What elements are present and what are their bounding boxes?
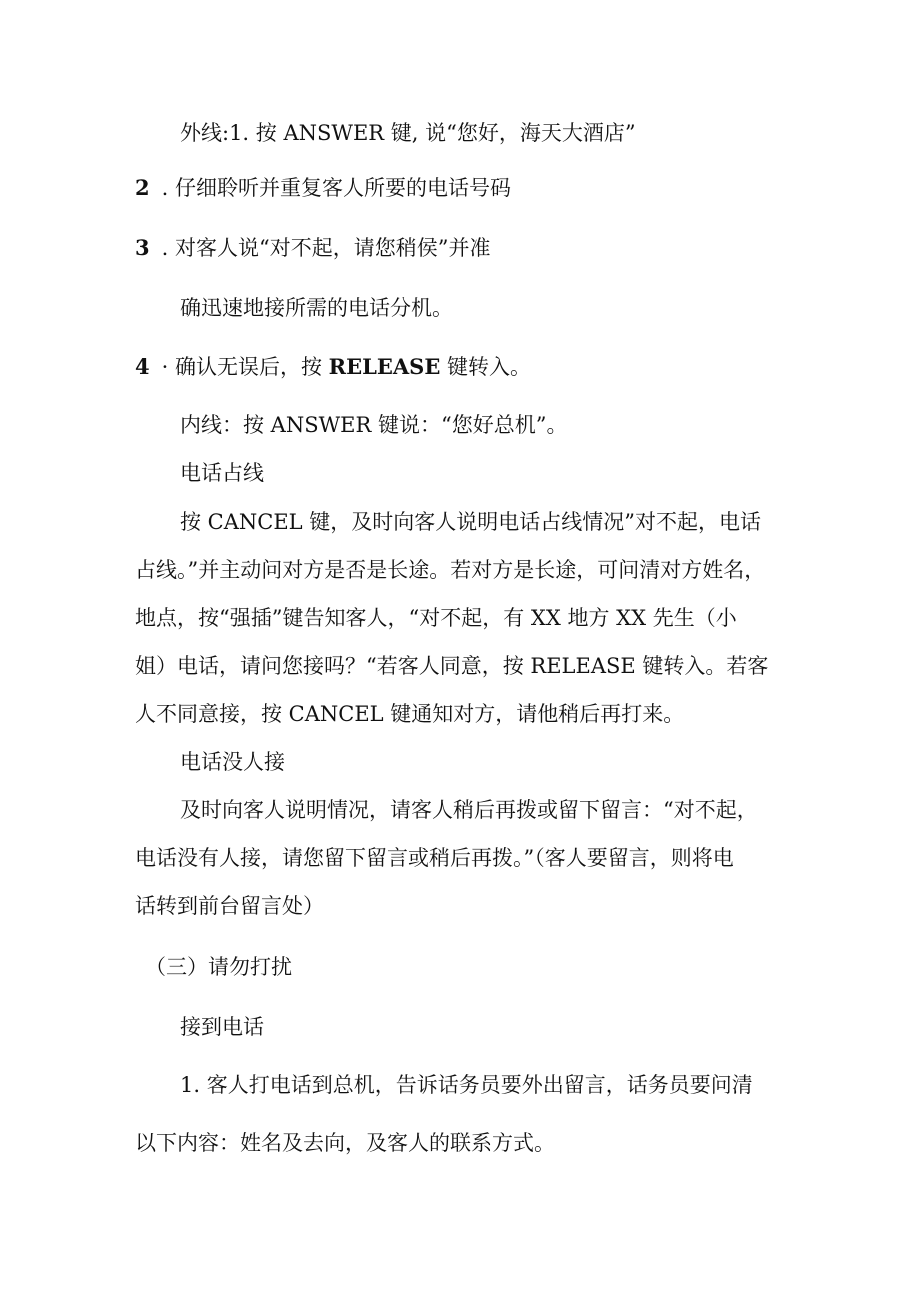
- paragraph-receive-call-2: [135, 1128, 555, 1158]
- text: · 确认无误后，按: [161, 355, 329, 379]
- heading-no-answer: [180, 747, 285, 777]
- list-item-2: [135, 173, 511, 203]
- text: 地点，按“强插”键告知客人，“对不起，有 XX 地方 XX 先生（小: [135, 606, 737, 630]
- text: 电话没人接: [180, 750, 285, 774]
- paragraph-no-answer-1: [180, 795, 758, 825]
- paragraph-busy-line-1: [180, 507, 761, 537]
- section-heading-do-not-disturb: [145, 952, 292, 982]
- text: . 仔细聆听并重复客人所要的电话号码: [161, 176, 511, 200]
- text: 按 CANCEL 键，及时向客人说明电话占线情况”对不起，电话: [180, 510, 762, 534]
- paragraph-busy-line-3: [135, 603, 737, 633]
- paragraph-receive-call-1: [180, 1070, 753, 1100]
- text: 键转入。: [440, 355, 532, 379]
- text: . 对客人说“对不起，请您稍侯”并准: [161, 236, 491, 260]
- paragraph-inside-line: [180, 410, 567, 440]
- paragraph-busy-line-5: [135, 699, 684, 729]
- text: 人不同意接，按 CANCEL 键通知对方，请他稍后再打来。: [135, 702, 685, 726]
- list-number: 2: [135, 175, 150, 200]
- release-keyword: RELEASE: [328, 354, 441, 379]
- text: 占线。”并主动问对方是否是长途。若对方是长途，可问清对方姓名，: [135, 558, 766, 582]
- text: 电话占线: [180, 461, 264, 485]
- list-item-3: [135, 233, 490, 263]
- text: 以下内容：姓名及去向，及客人的联系方式。: [135, 1131, 555, 1155]
- heading-busy-line: [180, 458, 264, 488]
- text: （三）请勿打扰: [145, 955, 292, 979]
- paragraph-no-answer-2: [135, 843, 734, 873]
- paragraph-outside-line: [180, 118, 636, 148]
- paragraph-busy-line-4: [135, 651, 768, 681]
- paragraph-busy-line-2: [135, 555, 765, 585]
- text: 内线：按 ANSWER 键说：“您好总机”。: [180, 413, 568, 437]
- text: 1. 客人打电话到总机，告诉话务员要外出留言，话务员要问清: [180, 1073, 753, 1097]
- text: 姐）电话，请问您接吗？“若客人同意，按 RELEASE 键转入。若客: [135, 654, 769, 678]
- list-number: 3: [135, 235, 150, 260]
- text: 接到电话: [180, 1015, 264, 1039]
- text: 话转到前台留言处）: [135, 894, 324, 918]
- heading-receive-call: [180, 1012, 264, 1042]
- text: 外线:1. 按 ANSWER 键, 说“您好，海天大酒店”: [180, 121, 636, 145]
- list-number: 4: [135, 354, 150, 379]
- paragraph-no-answer-3: [135, 891, 324, 921]
- list-item-4: [135, 352, 531, 382]
- text: 确迅速地接所需的电话分机。: [180, 296, 453, 320]
- text: 及时向客人说明情况，请客人稍后再拨或留下留言：“对不起，: [180, 798, 758, 822]
- list-item-3-continued: [180, 293, 453, 323]
- text: 电话没有人接，请您留下留言或稍后再拨。”（客人要留言，则将电: [135, 846, 734, 870]
